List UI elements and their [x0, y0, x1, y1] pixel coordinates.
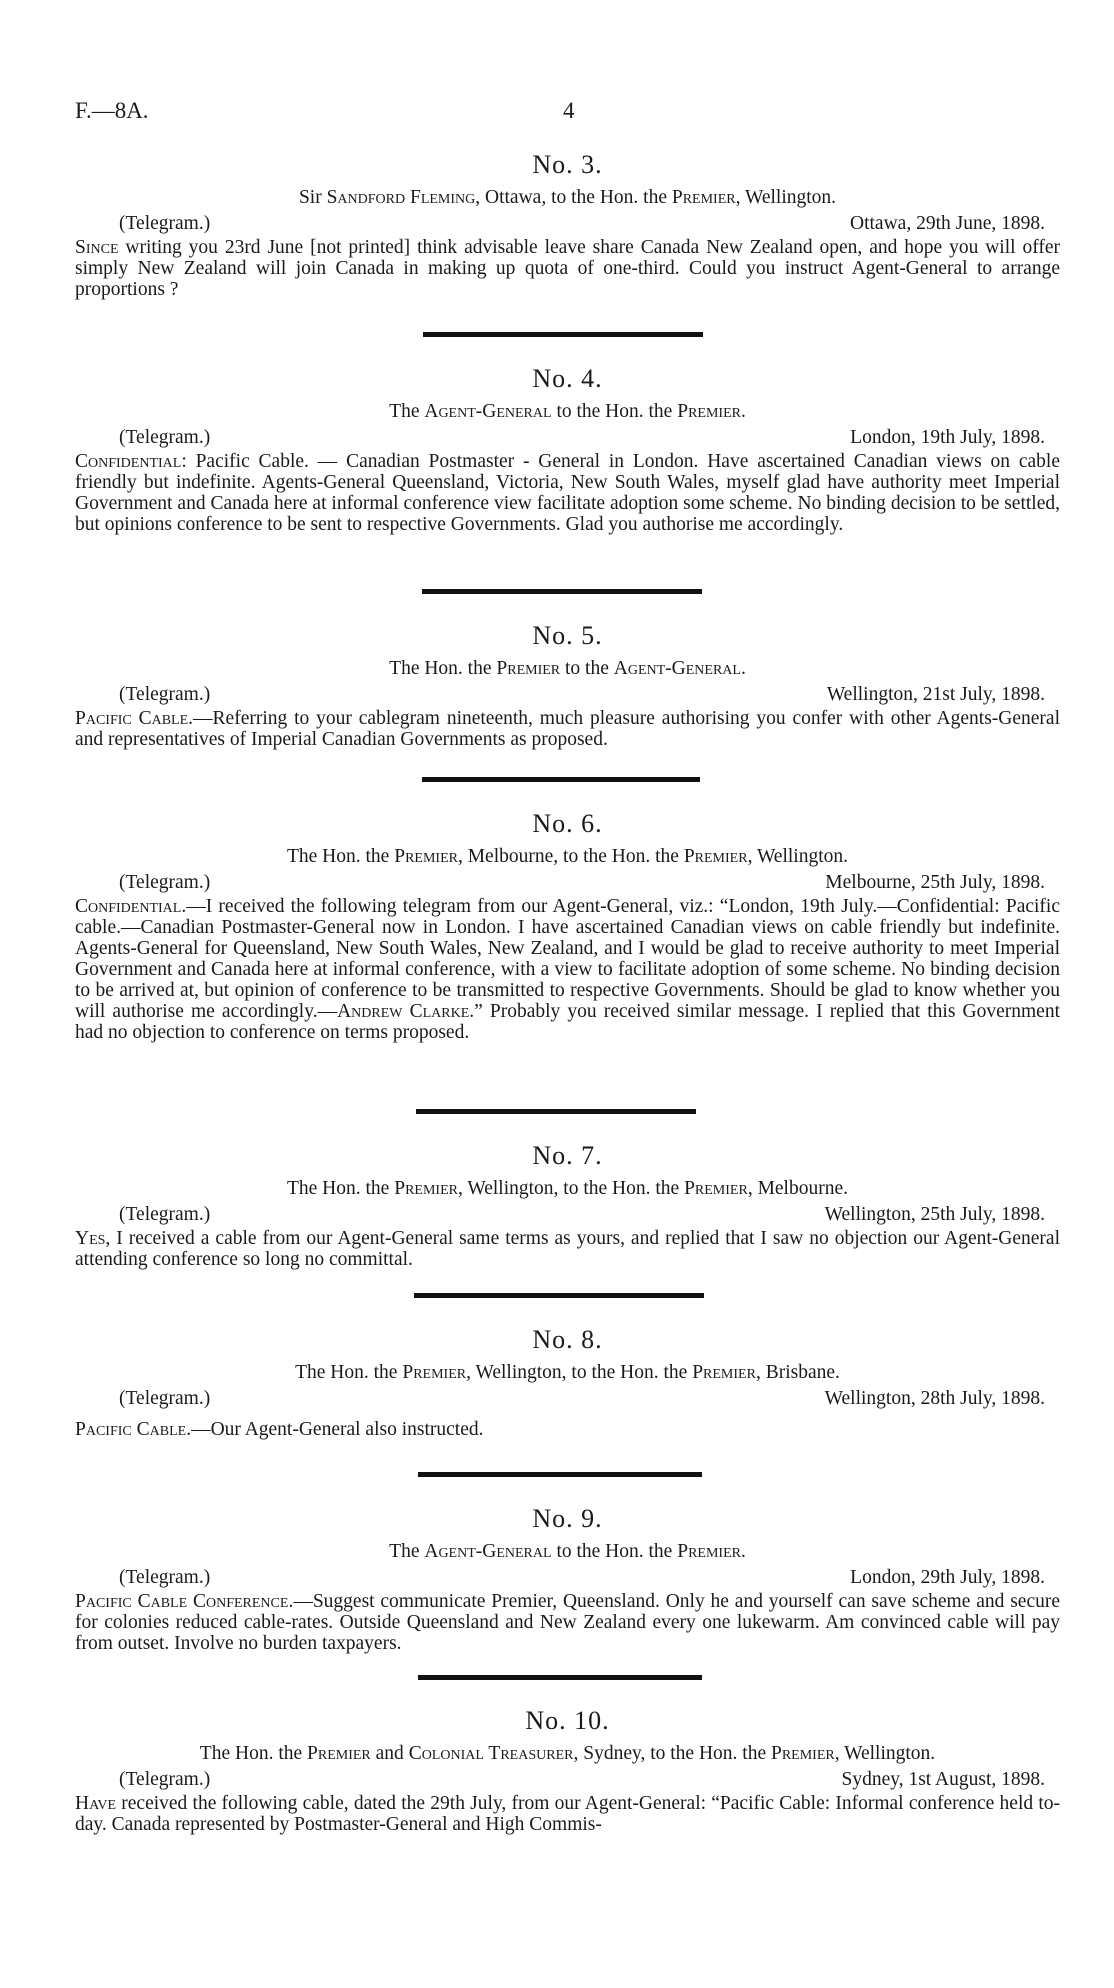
section-divider	[423, 332, 703, 337]
letter-place-date: London, 29th July, 1898.	[850, 1567, 1045, 1588]
section-divider	[422, 589, 702, 594]
letter-place-date: Wellington, 21st July, 1898.	[826, 684, 1045, 705]
letter-heading: Sir Sandford Fleming, Ottawa, to the Hon. the Premier, Wellington.	[298, 187, 837, 208]
letter-heading: The Agent-General to the Hon. the Premier.	[389, 401, 746, 422]
letter-body: Pacific Cable Conference.—Suggest communicate Premier, Queensland. Only he and yourself can save scheme and secure for colonies reduced cable-rates. Outside Queensland and New Zealand every one lukewarm. Am convinced cable will pay from outset. Involve no burden taxpayers.	[75, 1591, 1060, 1654]
letter-no-9	[75, 1504, 1060, 1654]
letter-no-3	[75, 150, 1060, 300]
letter-meta	[75, 1566, 1060, 1590]
letter-number: No. 5.	[532, 621, 603, 650]
letter-heading: The Hon. the Premier, Melbourne, to the Hon. the Premier, Wellington.	[286, 846, 849, 867]
letter-place-date: Ottawa, 29th June, 1898.	[850, 213, 1045, 234]
section-divider	[422, 777, 700, 782]
letter-heading: The Hon. the Premier to the Agent-General.	[389, 658, 746, 679]
letter-type: (Telegram.)	[119, 213, 211, 234]
letter-type: (Telegram.)	[119, 1567, 211, 1588]
letter-type: (Telegram.)	[119, 684, 211, 705]
paper-reference: F.—8A.	[75, 98, 149, 123]
letter-meta	[75, 1203, 1060, 1227]
letter-number: No. 9.	[532, 1504, 603, 1533]
letter-heading: The Hon. the Premier and Colonial Treasurer, Sydney, to the Hon. the Premier, Wellington.	[199, 1743, 936, 1764]
letter-meta	[75, 683, 1060, 707]
letter-heading: The Agent-General to the Hon. the Premier.	[389, 1541, 746, 1562]
section-divider	[416, 1109, 696, 1114]
letter-number: No. 4.	[532, 364, 603, 393]
letter-heading: The Hon. the Premier, Wellington, to the Hon. the Premier, Brisbane.	[295, 1362, 840, 1383]
letter-place-date: Sydney, 1st August, 1898.	[841, 1769, 1045, 1790]
section-divider	[414, 1293, 704, 1298]
section-divider	[418, 1675, 702, 1680]
letter-place-date: Melbourne, 25th July, 1898.	[825, 872, 1045, 893]
letter-body: Pacific Cable.—Referring to your cablegram nineteenth, much pleasure authorising you confer with other Agents-General and representatives of Imperial Canadian Governments as proposed.	[75, 708, 1060, 750]
letter-number: No. 7.	[532, 1141, 603, 1170]
letter-no-7	[75, 1141, 1060, 1270]
letter-number: No. 6.	[532, 809, 603, 838]
letter-meta	[75, 212, 1060, 236]
letter-type: (Telegram.)	[119, 427, 211, 448]
letter-meta	[75, 1768, 1060, 1792]
letter-body: Since writing you 23rd June [not printed] think advisable leave share Canada New Zealand open, and hope you will offer simply New Zealand will join Canada in making up quota of one-third. Could you instruct Agent-General to arrange proportions ?	[75, 237, 1060, 300]
letter-no-8	[75, 1325, 1060, 1440]
letter-place-date: Wellington, 28th July, 1898.	[824, 1388, 1045, 1409]
letter-body: Have received the following cable, dated the 29th July, from our Agent-General: “Pacific Cable: Informal conference held to-day. Canada represented by Postmaster-General and High Commis-	[75, 1793, 1060, 1835]
letter-heading: The Hon. the Premier, Wellington, to the Hon. the Premier, Melbourne.	[286, 1178, 848, 1199]
letter-type: (Telegram.)	[119, 1769, 211, 1790]
section-divider	[418, 1472, 702, 1477]
letter-body: Confidential.—I received the following telegram from our Agent-General, viz.: “London, 19th July.—Confidential: Pacific cable.—Canadian Postmaster-General now in London. I have ascertained Canadian views on cable friendly but indefinite. Agents-General for Queensland, New South Wales, New Zealand, and I would be glad to receive authority to meet Imperial Government and Canada here at informal conference, with a view to facilitate adoption of some scheme. No binding decision to be arrived at, but opinion of conference to be transmitted to respective Governments. Should be glad to know whether you will authorise me accordingly.—Andrew Clarke.” Probably you received similar message. I replied that this Government had no objection to conference on terms proposed.	[75, 896, 1061, 1043]
letter-no-4	[75, 364, 1060, 535]
letter-type: (Telegram.)	[119, 1388, 211, 1409]
page-header	[75, 98, 1055, 128]
letter-number: No. 3.	[532, 150, 603, 179]
letter-meta	[75, 1387, 1060, 1411]
letter-place-date: Wellington, 25th July, 1898.	[824, 1204, 1045, 1225]
letter-meta	[75, 871, 1060, 895]
letter-meta	[75, 426, 1060, 450]
letter-body: Pacific Cable.—Our Agent-General also instructed.	[75, 1419, 484, 1440]
page-number: 4	[563, 98, 575, 123]
letter-number: No. 8.	[532, 1325, 603, 1354]
letter-number: No. 10.	[525, 1706, 610, 1735]
letter-no-6	[75, 809, 1060, 1043]
letter-no-10	[75, 1706, 1060, 1835]
signature: Andrew Clarke	[337, 1001, 470, 1022]
letter-body: Yes, I received a cable from our Agent-General same terms as yours, and replied that I saw no objection our Agent-General attending conference so long no committal.	[75, 1228, 1060, 1270]
letter-type: (Telegram.)	[119, 1204, 211, 1225]
letter-body: Confidential: Pacific Cable. — Canadian Postmaster - General in London. Have ascertained Canadian views on cable friendly but indefinite. Agents-General Queensland, Victoria, New South Wales, myself glad have authority meet Imperial Government and Canada here at informal conference view facilitate adoption some scheme. No binding decision to be settled, but opinions conference to be sent to respective Governments. Glad you authorise me accordingly.	[75, 451, 1060, 535]
letter-place-date: London, 19th July, 1898.	[850, 427, 1045, 448]
letter-no-5	[75, 621, 1060, 750]
letter-type: (Telegram.)	[119, 872, 211, 893]
